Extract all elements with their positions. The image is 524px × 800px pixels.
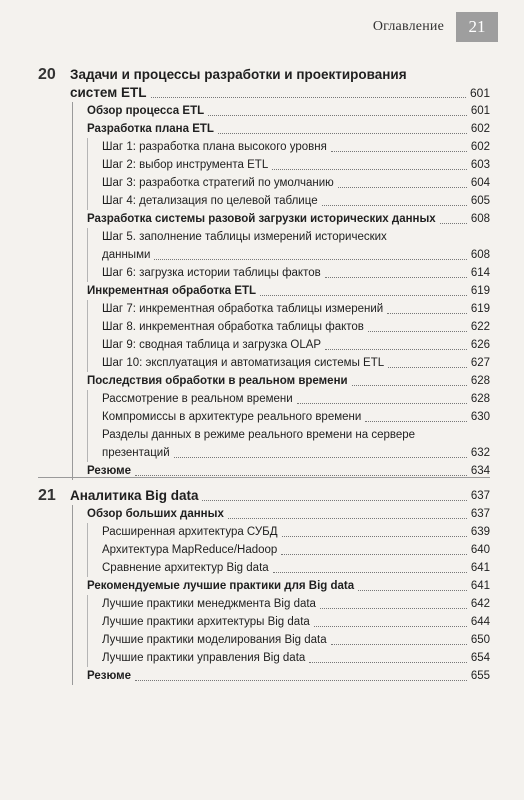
chapter-page: 637	[470, 490, 490, 502]
entry-label-line2: данными	[102, 249, 151, 261]
leader-dots	[388, 367, 467, 368]
section-entry[interactable]	[73, 667, 490, 685]
leader-dots	[218, 133, 467, 134]
chapter-title-row[interactable]	[70, 487, 490, 505]
leader-dots	[297, 403, 467, 404]
entry-page: 628	[470, 375, 490, 387]
entry-label: Сравнение архитектур Big data	[102, 562, 269, 574]
entry-page: 642	[470, 598, 490, 610]
entry-page: 637	[470, 508, 490, 520]
subsection-entry[interactable]	[102, 228, 490, 264]
chapter-title: Аналитика Big data	[70, 488, 199, 503]
entry-label: Лучшие практики управления Big data	[102, 652, 306, 664]
chapter-20	[38, 66, 490, 480]
entry-label: Последствия обработки в реальном времени	[87, 375, 348, 387]
subsection-entry[interactable]	[102, 336, 490, 354]
leader-dots	[174, 457, 467, 458]
leader-dots	[135, 680, 467, 681]
leader-dots	[154, 259, 466, 260]
leader-dots	[358, 590, 467, 591]
leader-dots	[440, 223, 467, 224]
entry-label: Шаг 2: выбор инструмента ETL	[102, 159, 269, 171]
leader-dots	[260, 295, 467, 296]
entry-page: 634	[470, 465, 490, 477]
chapter-title-row[interactable]	[70, 84, 490, 102]
subsection-list	[87, 228, 490, 282]
subsection-entry[interactable]	[102, 354, 490, 372]
entry-page: 602	[470, 141, 490, 153]
leader-dots	[272, 169, 467, 170]
entry-page: 654	[470, 652, 490, 664]
entry-label: Шаг 4: детализация по целевой таблице	[102, 195, 318, 207]
entry-page: 641	[470, 580, 490, 592]
entry-label: Лучшие практики моделирования Big data	[102, 634, 327, 646]
entry-label: Обзор больших данных	[87, 508, 224, 520]
entry-page: 641	[470, 562, 490, 574]
leader-dots	[282, 536, 467, 537]
leader-dots	[281, 554, 467, 555]
leader-dots	[338, 187, 467, 188]
subsection-entry[interactable]	[102, 300, 490, 318]
chapter-title-line1[interactable]: Задачи и процессы разработки и проектирования	[70, 67, 407, 82]
subsection-entry[interactable]	[102, 613, 490, 631]
entry-label: Лучшие практики менеджмента Big data	[102, 598, 316, 610]
leader-dots	[325, 277, 467, 278]
entry-page: 604	[470, 177, 490, 189]
entry-label: Шаг 9: сводная таблица и загрузка OLAP	[102, 339, 322, 351]
section-entry[interactable]	[73, 577, 490, 595]
subsection-entry[interactable]	[102, 631, 490, 649]
chapter-page: 601	[469, 86, 490, 100]
chapter-title-line2: систем ETL	[70, 85, 147, 100]
entry-label: Лучшие практики архитектуры Big data	[102, 616, 310, 628]
leader-dots	[320, 608, 467, 609]
section-entry[interactable]	[73, 120, 490, 138]
leader-dots	[322, 205, 467, 206]
entry-label: Шаг 3: разработка стратегий по умолчанию	[102, 177, 334, 189]
section-entry[interactable]	[73, 282, 490, 300]
entry-label-line2: презентаций	[102, 447, 170, 459]
chapter-21-sections	[72, 505, 490, 685]
leader-dots	[273, 572, 467, 573]
entry-page: 622	[470, 321, 490, 333]
leader-dots	[309, 662, 467, 663]
entry-label: Резюме	[87, 670, 132, 682]
entry-page: 608	[470, 213, 490, 225]
section-entry[interactable]	[73, 372, 490, 390]
entry-label: Шаг 8. инкрементная обработка таблицы фактов	[102, 321, 364, 333]
entry-page: 650	[470, 634, 490, 646]
subsection-entry[interactable]	[102, 156, 490, 174]
subsection-entry[interactable]	[102, 595, 490, 613]
entry-label: Резюме	[87, 465, 132, 477]
entry-label-line1: Разделы данных в режиме реального времени на сервере	[102, 429, 416, 441]
entry-page: 608	[470, 249, 490, 261]
entry-page: 619	[470, 303, 490, 315]
section-entry[interactable]	[73, 210, 490, 228]
entry-page: 630	[470, 411, 490, 423]
entry-page: 640	[470, 544, 490, 556]
entry-page: 628	[470, 393, 490, 405]
entry-label: Обзор процесса ETL	[87, 105, 205, 117]
leader-dots	[365, 421, 467, 422]
entry-label: Компромиссы в архитектуре реального времени	[102, 411, 362, 423]
running-header	[373, 12, 498, 42]
subsection-list	[87, 523, 490, 577]
entry-page: 632	[470, 447, 490, 459]
section-entry[interactable]	[73, 505, 490, 523]
entry-page: 639	[470, 526, 490, 538]
entry-label: Разработка плана ETL	[87, 123, 214, 135]
entry-label: Шаг 1: разработка плана высокого уровня	[102, 141, 327, 153]
section-entry[interactable]	[73, 102, 490, 120]
chapter-divider	[38, 477, 490, 478]
leader-dots	[331, 151, 467, 152]
entry-label: Рассмотрение в реальном времени	[102, 393, 293, 405]
subsection-entry[interactable]	[102, 174, 490, 192]
chapter-number: 20	[38, 66, 56, 83]
subsection-list	[87, 300, 490, 372]
leader-dots	[368, 331, 467, 332]
entry-page: 644	[470, 616, 490, 628]
subsection-entry[interactable]	[102, 649, 490, 667]
subsection-list	[87, 390, 490, 462]
leader-dots	[135, 475, 467, 476]
entry-page: 605	[470, 195, 490, 207]
subsection-entry[interactable]	[102, 559, 490, 577]
entry-label: Расширенная архитектура СУБД	[102, 526, 278, 538]
entry-label: Шаг 10: эксплуатация и автоматизация системы ETL	[102, 357, 385, 369]
subsection-list	[87, 138, 490, 210]
entry-page: 601	[470, 105, 490, 117]
entry-page: 614	[470, 267, 490, 279]
entry-label: Архитектура MapReduce/Hadoop	[102, 544, 278, 556]
entry-page: 602	[470, 123, 490, 135]
chapter-number: 21	[38, 487, 56, 504]
entry-page: 603	[470, 159, 490, 171]
leader-dots	[387, 313, 467, 314]
entry-page: 626	[470, 339, 490, 351]
leader-dots	[352, 385, 467, 386]
subsection-entry[interactable]	[102, 192, 490, 210]
subsection-entry[interactable]	[102, 523, 490, 541]
subsection-entry[interactable]	[102, 541, 490, 559]
entry-label-line1: Шаг 5. заполнение таблицы измерений исторических	[102, 231, 387, 243]
leader-dots	[202, 500, 466, 501]
leader-dots	[228, 518, 467, 519]
leader-dots	[325, 349, 467, 350]
entry-label: Рекомендуемые лучшие практики для Big data	[87, 580, 355, 592]
running-header-title: Оглавление	[372, 19, 444, 34]
page-number-box: 21	[456, 12, 498, 42]
entry-page: 627	[470, 357, 490, 369]
entry-page: 655	[470, 670, 490, 682]
entry-label: Шаг 7: инкрементная обработка таблицы измерений	[102, 303, 384, 315]
leader-dots	[151, 97, 466, 98]
subsection-entry[interactable]	[102, 390, 490, 408]
leader-dots	[208, 115, 467, 116]
subsection-entry[interactable]	[102, 426, 490, 462]
subsection-entry[interactable]	[102, 138, 490, 156]
leader-dots	[331, 644, 467, 645]
chapter-20-sections	[72, 102, 490, 480]
entry-label: Инкрементная обработка ETL	[87, 285, 257, 297]
entry-label: Разработка системы разовой загрузки исторических данных	[87, 213, 436, 225]
entry-line2	[102, 444, 490, 462]
subsection-entry[interactable]	[102, 408, 490, 426]
chapter-21	[38, 487, 490, 685]
subsection-entry[interactable]	[102, 318, 490, 336]
subsection-list	[87, 595, 490, 667]
leader-dots	[314, 626, 467, 627]
subsection-entry[interactable]	[102, 264, 490, 282]
entry-label: Шаг 6: загрузка истории таблицы фактов	[102, 267, 321, 279]
entry-page: 619	[470, 285, 490, 297]
entry-line2	[102, 246, 490, 264]
